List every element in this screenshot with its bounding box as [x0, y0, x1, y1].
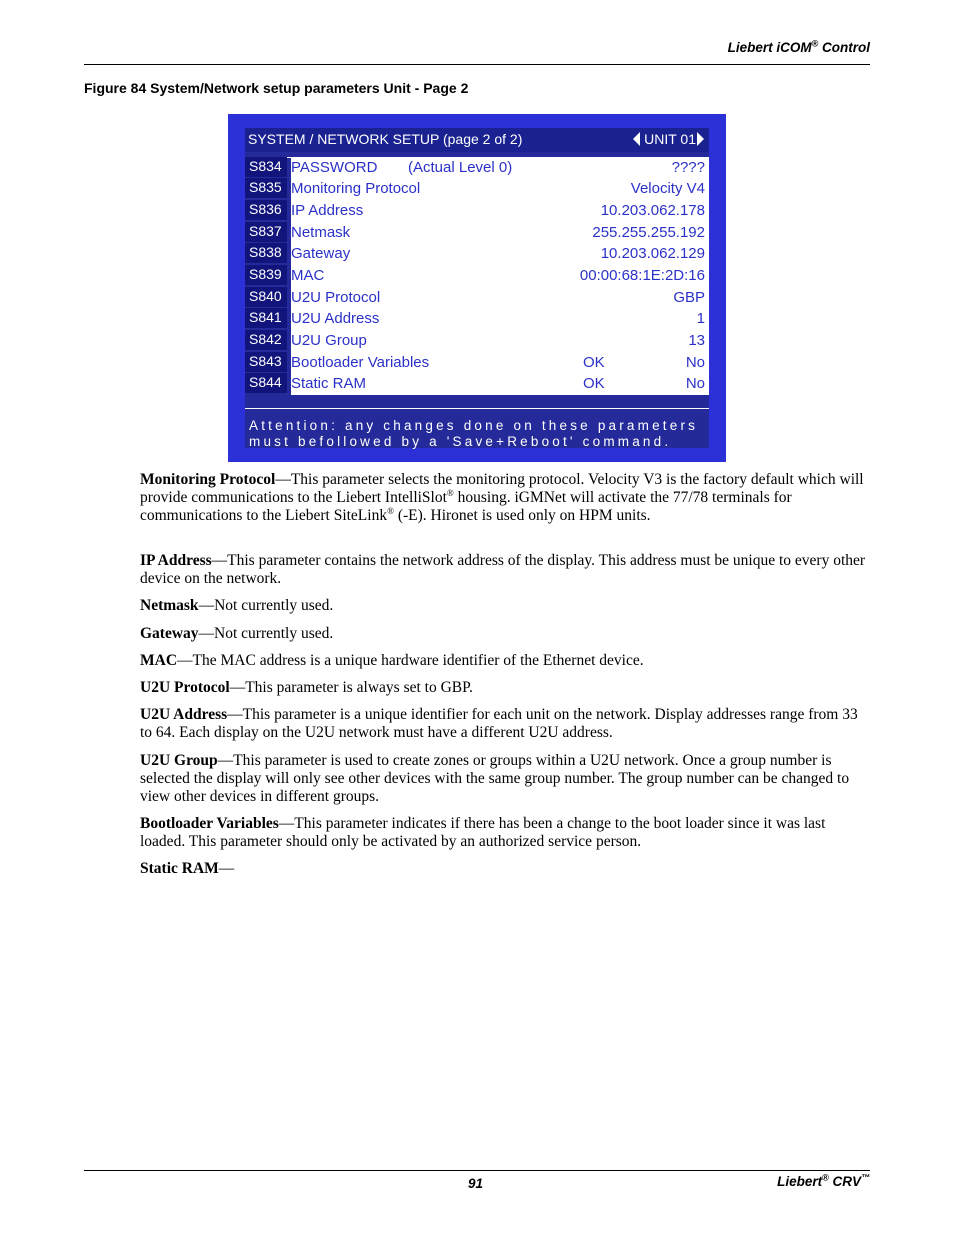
paragraph-text: — — [218, 860, 235, 877]
registered-mark: ® — [387, 505, 394, 516]
parameter-label: MAC — [291, 267, 325, 284]
parameter-item[interactable] — [291, 178, 709, 200]
parameter-code: S836 — [245, 200, 287, 220]
paragraph-text: —This parameter is used to create zones or groups within a U2U network. Once a group number is selected the display will only see other devices with the same group number. The group number can be changed to view other devices in different groups. — [140, 752, 850, 805]
paragraph-bootloader — [140, 815, 870, 851]
parameter-label: Netmask — [291, 224, 351, 241]
paragraph-text: (-E). Hironet is used only on HPM units. — [393, 507, 651, 524]
parameter-row[interactable] — [245, 330, 709, 352]
product-label: Liebert — [777, 1174, 823, 1189]
term: Gateway — [140, 625, 199, 642]
parameter-row[interactable] — [245, 308, 709, 330]
parameter-value: 1 — [696, 310, 705, 327]
term: IP Address — [140, 552, 212, 569]
parameter-code: S838 — [245, 243, 287, 263]
parameter-label: U2U Protocol — [291, 289, 381, 306]
paragraph-netmask — [140, 597, 870, 615]
parameter-row[interactable] — [245, 373, 709, 395]
right-arrow-icon[interactable] — [697, 132, 704, 146]
parameter-code: S835 — [245, 178, 287, 198]
parameter-label: U2U Address — [291, 310, 380, 327]
parameter-item[interactable] — [291, 222, 709, 244]
paragraph-u2u-protocol — [140, 679, 870, 697]
divider — [245, 408, 709, 409]
term: U2U Group — [140, 752, 218, 769]
header-title-suffix: Control — [818, 40, 870, 55]
paragraph-text: —The MAC address is a unique hardware identifier of the Ethernet device. — [177, 652, 644, 669]
figure-caption: Figure 84 System/Network setup parameters Unit - Page 2 — [84, 80, 469, 96]
parameter-row[interactable] — [245, 157, 709, 179]
screen-title-bar — [245, 128, 709, 152]
paragraph-static-ram — [140, 860, 870, 878]
display-screen — [228, 114, 726, 462]
term: U2U Address — [140, 706, 228, 723]
parameter-label: Gateway — [291, 245, 351, 262]
paragraph-text: —Not currently used. — [198, 625, 334, 642]
term: Monitoring Protocol — [140, 471, 276, 488]
parameter-row[interactable] — [245, 178, 709, 200]
parameter-code: S839 — [245, 265, 287, 285]
parameter-value: No — [685, 354, 705, 371]
term: Netmask — [140, 597, 199, 614]
parameter-label: Static RAM — [291, 375, 367, 392]
parameter-code: S842 — [245, 330, 287, 350]
unit-label: UNIT 01 — [644, 131, 696, 147]
paragraph-mac — [140, 652, 870, 670]
parameter-label: U2U Group — [291, 332, 367, 349]
term: Static RAM — [140, 860, 219, 877]
term: Bootloader Variables — [140, 815, 279, 832]
parameter-value: 255.255.255.192 — [592, 224, 705, 241]
parameter-value: GBP — [673, 289, 705, 306]
parameter-item[interactable] — [291, 200, 709, 222]
parameter-code: S843 — [245, 352, 287, 372]
parameter-note: (Actual Level 0) — [408, 159, 513, 176]
term: MAC — [140, 652, 178, 669]
parameter-code: S841 — [245, 308, 287, 328]
parameter-row[interactable] — [245, 200, 709, 222]
paragraph-text: —Not currently used. — [198, 597, 334, 614]
page-number: 91 — [468, 1176, 484, 1191]
paragraph-text: —This parameter contains the network address of the display. This address must be unique to every other device on the network. — [140, 552, 866, 587]
parameter-value: Velocity V4 — [630, 180, 705, 197]
parameter-code: S834 — [245, 157, 287, 177]
paragraph-text: housing. iGMNet will activate the 77/78 terminals for communications to the Liebert SiteLink — [140, 489, 792, 524]
header-rule — [84, 64, 870, 65]
registered-mark: ® — [822, 1172, 829, 1183]
parameter-row[interactable] — [245, 265, 709, 287]
parameter-item[interactable] — [291, 330, 709, 352]
parameter-label: IP Address — [291, 202, 364, 219]
parameter-row[interactable] — [245, 352, 709, 374]
parameter-item[interactable] — [291, 308, 709, 330]
parameter-item[interactable] — [291, 352, 709, 374]
product-label-suffix: CRV — [828, 1174, 861, 1189]
parameter-value: 10.203.062.178 — [600, 202, 705, 219]
parameter-label: Monitoring Protocol — [291, 180, 421, 197]
parameter-code: S837 — [245, 222, 287, 242]
product-name — [777, 1174, 870, 1189]
parameter-item[interactable] — [291, 373, 709, 395]
screen-title: SYSTEM / NETWORK SETUP (page 2 of 2) — [248, 131, 523, 147]
parameter-status: OK — [583, 354, 605, 371]
parameter-item[interactable] — [291, 265, 709, 287]
parameter-row[interactable] — [245, 222, 709, 244]
footer-rule — [84, 1170, 870, 1171]
parameter-value: ???? — [671, 159, 705, 176]
running-header — [84, 40, 870, 55]
registered-mark: ® — [446, 487, 454, 498]
registered-mark: ® — [811, 38, 819, 49]
parameter-value: 10.203.062.129 — [600, 245, 705, 262]
paragraph-text: —This parameter selects the monitoring protocol. Velocity V3 is the factory default which will provide communications to the Liebert IntelliSlot — [140, 471, 864, 506]
parameter-list — [245, 157, 709, 407]
paragraph-gateway — [140, 625, 870, 643]
parameter-item[interactable] — [291, 243, 709, 265]
parameter-label: PASSWORD — [291, 159, 378, 176]
paragraph-monitoring-protocol — [140, 471, 870, 525]
notice-line: Attention: any changes done on these parameters — [249, 418, 699, 433]
notice-line: must befollowed by a 'Save+Reboot' command. — [249, 434, 672, 449]
parameter-value: 00:00:68:1E:2D:16 — [579, 267, 705, 284]
paragraph-text: —This parameter is always set to GBP. — [229, 679, 473, 696]
parameter-value: No — [685, 375, 705, 392]
parameter-item[interactable] — [291, 157, 709, 179]
parameter-code: S840 — [245, 287, 287, 307]
parameter-code: S844 — [245, 373, 287, 393]
paragraph-ip-address — [140, 552, 870, 588]
paragraph-text: —This parameter is a unique identifier for each unit on the network. Display addresses range from 33 to 64. Each display on the U2U network must have a different U2U address. — [140, 706, 858, 741]
paragraph-u2u-group — [140, 752, 870, 806]
trademark-mark: ™ — [861, 1172, 870, 1183]
parameter-label: Bootloader Variables — [291, 354, 430, 371]
parameter-row[interactable] — [245, 243, 709, 265]
paragraph-text: —This parameter indicates if there has been a change to the boot loader since it was last loaded. This parameter should only be activated by an authorized service person. — [140, 815, 826, 850]
parameter-item[interactable] — [291, 287, 709, 309]
unit-selector[interactable] — [633, 131, 704, 147]
attention-notice — [249, 418, 705, 450]
paragraph-u2u-address — [140, 706, 870, 742]
parameter-row[interactable] — [245, 287, 709, 309]
parameter-status: OK — [583, 375, 605, 392]
term: U2U Protocol — [140, 679, 230, 696]
display-panel — [245, 128, 709, 448]
left-arrow-icon[interactable] — [633, 132, 640, 146]
parameter-value: 13 — [688, 332, 705, 349]
header-title: Liebert iCOM — [727, 40, 812, 55]
